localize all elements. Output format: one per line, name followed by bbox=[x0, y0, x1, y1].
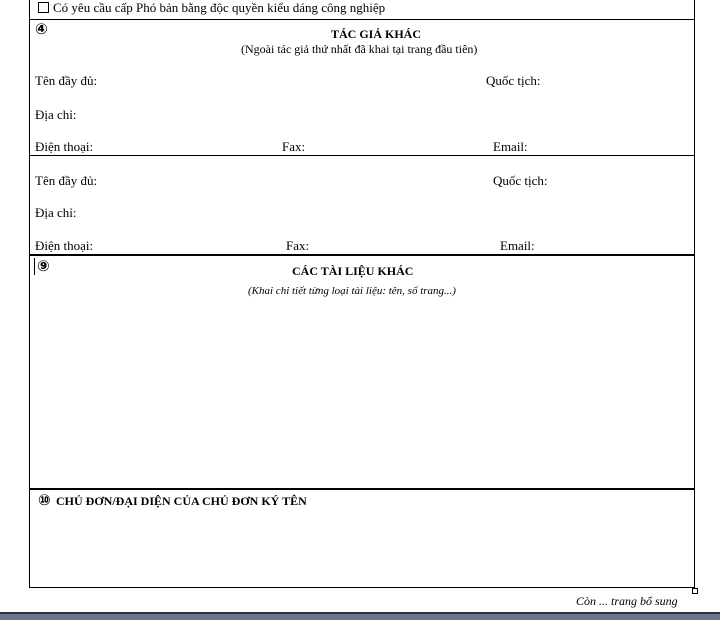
divider-section9 bbox=[29, 254, 695, 256]
section4-title: TÁC GIẢ KHÁC bbox=[331, 27, 422, 41]
section9-subtitle: (Khai chi tiết từng loại tài liệu: tên, số trang...) bbox=[248, 285, 456, 297]
section9-number: ⑨ bbox=[37, 257, 50, 275]
divider-authors bbox=[29, 155, 695, 156]
window-bottom-bar bbox=[0, 612, 720, 620]
author1-phone-label: Điện thoại: bbox=[35, 139, 94, 154]
section4-number: ④ bbox=[35, 20, 48, 38]
continued-pages-note: Còn ... trang bổ sung bbox=[576, 594, 678, 608]
author2-fullname-label: Tên đầy đủ: bbox=[35, 173, 98, 188]
section10-title: CHỦ ĐƠN/ĐẠI DIỆN CỦA CHỦ ĐƠN KÝ TÊN bbox=[56, 494, 307, 508]
author1-fullname-label: Tên đầy đủ: bbox=[35, 73, 98, 88]
resize-handle[interactable] bbox=[692, 588, 698, 594]
section9-title: CÁC TÀI LIỆU KHÁC bbox=[292, 264, 414, 278]
author1-fax-label: Fax: bbox=[282, 139, 306, 154]
text-cursor bbox=[34, 258, 35, 275]
divider-section10 bbox=[29, 488, 695, 490]
author2-nationality-label: Quốc tịch: bbox=[493, 173, 548, 188]
author2-email-label: Email: bbox=[500, 238, 535, 253]
author2-address-label: Địa chỉ: bbox=[35, 205, 77, 220]
author1-email-label: Email: bbox=[493, 139, 528, 154]
divider-top bbox=[29, 19, 695, 20]
section10-number: ⑩ bbox=[38, 491, 51, 509]
copy-request-label: Có yêu cầu cấp Phó bản bằng độc quyền kiểu dáng công nghiệp bbox=[53, 0, 386, 15]
author1-nationality-label: Quốc tịch: bbox=[486, 73, 541, 88]
author2-fax-label: Fax: bbox=[286, 238, 310, 253]
copy-request-checkbox[interactable] bbox=[38, 2, 49, 13]
section4-subtitle: (Ngoài tác giả thứ nhất đã khai tại trang đầu tiên) bbox=[241, 42, 478, 56]
author2-phone-label: Điện thoại: bbox=[35, 238, 94, 253]
author1-address-label: Địa chỉ: bbox=[35, 107, 77, 122]
